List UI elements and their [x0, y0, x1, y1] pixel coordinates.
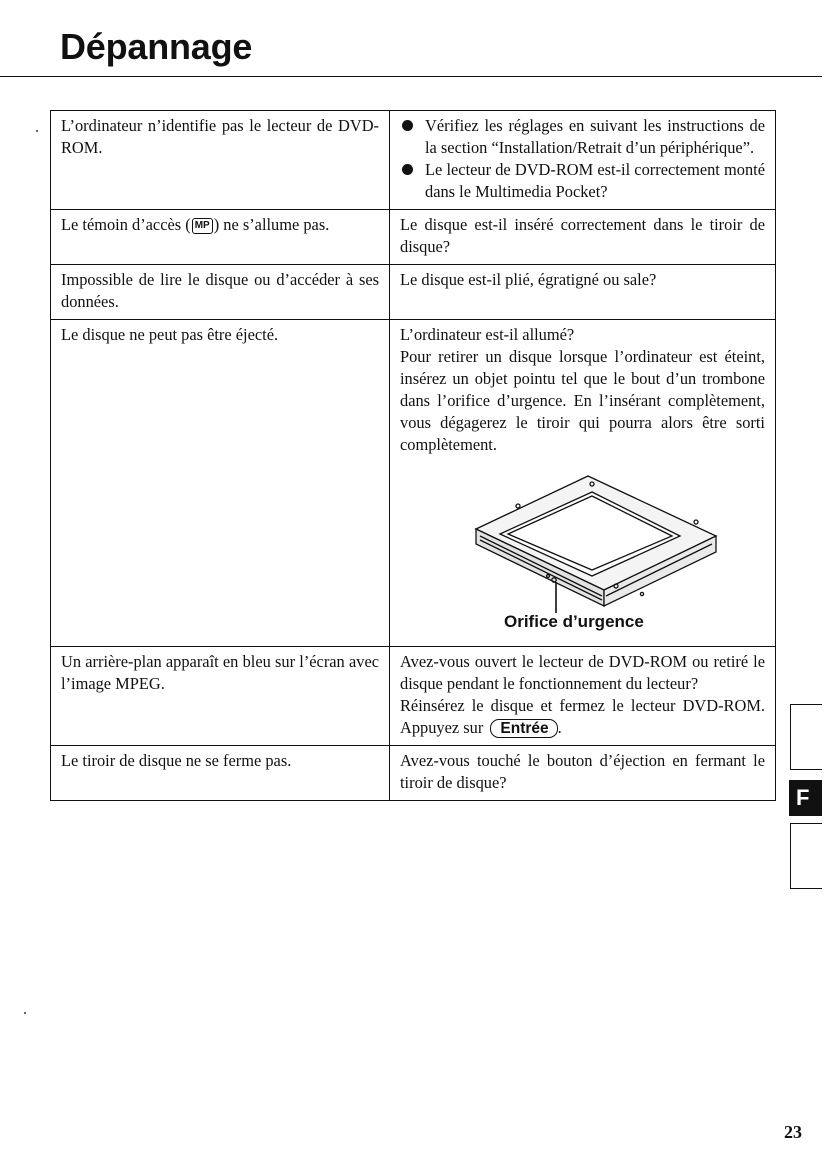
bullet-icon [402, 120, 413, 131]
solution-cell: Le disque est-il plié, égratigné ou sale? [390, 265, 776, 320]
title-rule [0, 76, 822, 77]
table-row [51, 647, 776, 746]
table-row [51, 265, 776, 320]
troubleshooting-table [50, 110, 776, 801]
dvd-drive-figure [396, 470, 766, 640]
table-row [51, 210, 776, 265]
problem-cell: Un arrière-plan apparaît en bleu sur l’écran avec l’image MPEG. [51, 647, 390, 746]
solution-question: L’ordinateur est-il allumé? [400, 325, 575, 344]
section-tab-outline [790, 823, 822, 889]
emergency-hole-callout: Orifice d’urgence [504, 612, 644, 631]
solution-cell [390, 647, 776, 746]
list-item: Vérifiez les réglages en suivant les instructions de la section “Installation/Retrait d’un périphérique”. [400, 115, 765, 159]
table-row [51, 320, 776, 647]
page-number: 23 [784, 1122, 802, 1142]
enter-key-icon: Entrée [490, 719, 557, 738]
bullet-list [400, 115, 765, 203]
solution-paragraph: Pour retirer un disque lorsque l’ordinateur est éteint, insérez un objet pointu tel que le bout d’un trombone dans l’orifice d’urgence. En l’insérant complètement, vous dégagerez le tiroir qui pourra alors être sorti complètement. [400, 347, 765, 454]
language-tab-f: F [789, 780, 822, 816]
solution-instruction: Réinsérez le disque et fermez le lecteur DVD-ROM. Appuyez sur Entrée . [400, 696, 765, 737]
scan-speck [24, 1012, 26, 1014]
problem-cell: Le tiroir de disque ne se ferme pas. [51, 746, 390, 801]
list-item: Le lecteur de DVD-ROM est-il correctement monté dans le Multimedia Pocket? [400, 159, 765, 203]
problem-cell: Impossible de lire le disque ou d’accéder à ses données. [51, 265, 390, 320]
solution-question: Avez-vous ouvert le lecteur de DVD-ROM ou retiré le disque pendant le fonctionnement du lecteur? [400, 652, 765, 693]
table-row [51, 746, 776, 801]
solution-cell: Avez-vous touché le bouton d’éjection en fermant le tiroir de disque? [390, 746, 776, 801]
problem-cell: Le disque ne peut pas être éjecté. [51, 320, 390, 647]
scan-speck [36, 130, 38, 132]
problem-cell: Le témoin d’accès ( MP ) ne s’allume pas. [51, 210, 390, 265]
table-row [51, 111, 776, 210]
solution-cell: Le disque est-il inséré correctement dans le tiroir de disque? [390, 210, 776, 265]
mp-indicator-icon: MP [192, 218, 213, 234]
problem-cell: L’ordinateur n’identifie pas le lecteur de DVD-ROM. [51, 111, 390, 210]
page-title: Dépannage [60, 26, 253, 67]
section-tab-outline [790, 704, 822, 770]
bullet-icon [402, 164, 413, 175]
solution-cell [390, 320, 776, 647]
solution-cell [390, 111, 776, 210]
